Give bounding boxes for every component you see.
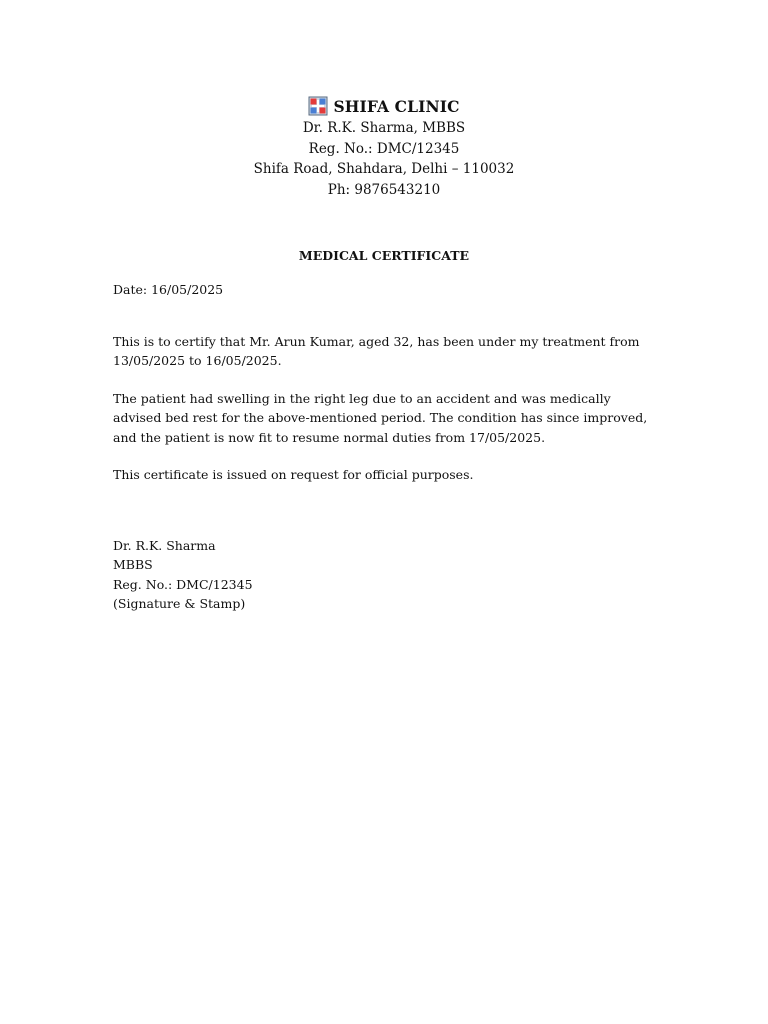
letterhead	[0, 94, 768, 200]
registration-line: Reg. No.: DMC/12345	[308, 140, 460, 157]
paragraph-text: This is to certify that Mr. Arun Kumar, aged 32, has been under my treatment from 13/05/2025 to 16/05/2025.	[113, 334, 640, 369]
paragraph-text: The patient had swelling in the right leg due to an accident and was medically advised bed rest for the above-mentioned period. The condition has since improved, and the patient is now fit to resume normal duties from 17/05/2025.	[113, 391, 648, 445]
paragraph-treatment	[113, 332, 658, 371]
signature-note: (Signature & Stamp)	[113, 596, 246, 612]
phone-line: Ph: 9876543210	[327, 181, 441, 198]
clinic-building-icon	[308, 96, 328, 116]
signature-name: Dr. R.K. Sharma	[113, 538, 216, 553]
signature-qualification: MBBS	[113, 557, 153, 573]
certificate-date	[113, 280, 658, 299]
date-text: Date: 16/05/2025	[113, 282, 224, 297]
address-line: Shifa Road, Shahdara, Delhi – 110032	[253, 161, 515, 178]
clinic-name: SHIFA CLINIC	[333, 96, 460, 116]
paragraph-condition	[113, 389, 658, 447]
paragraph-text: This certificate is issued on request for official purposes.	[113, 467, 474, 482]
certificate-title: MEDICAL CERTIFICATE	[298, 248, 470, 263]
paragraph-purpose	[113, 465, 658, 484]
signature-registration: Reg. No.: DMC/12345	[113, 576, 253, 592]
signature-block	[113, 536, 658, 614]
doctor-name-line: Dr. R.K. Sharma, MBBS	[302, 120, 466, 136]
clinic-name-row	[0, 94, 768, 118]
